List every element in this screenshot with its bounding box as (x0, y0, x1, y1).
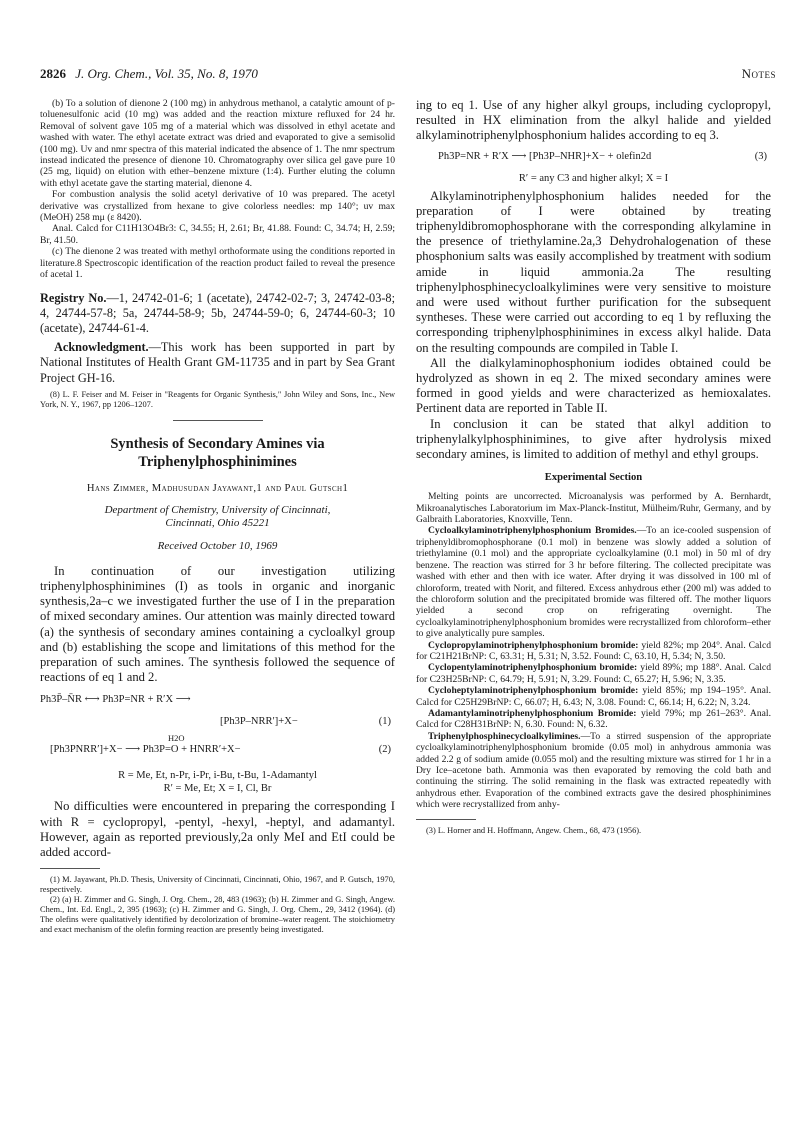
eq3-intro: ing to eq 1. Use of any higher alkyl groups, including cyclopropyl, resulted in HX elimination from the alkyl halide and yielded alkylaminotriphenylphosphonium halides according to eq 3. (416, 98, 771, 143)
procedure-c: (c) The dienone 2 was treated with methyl orthoformate using the conditions reported in literature.8 Spectroscopic identification of the reaction product failed to reveal the presence of acetal 1. (40, 246, 395, 281)
footnote-8: (8) L. F. Feiser and M. Feiser in "Reagents for Organic Synthesis," John Wiley and Sons, Inc., New York, N. Y., 1967, pp 1206–1207. (40, 389, 395, 409)
introduction: In continuation of our investigation utilizing triphenylphosphinimines (I) as tools in organic and inorganic synthesis,2a–c we investigated further the use of I in the preparation of mixed secondary amines. Our attention was mainly directed toward (a) the synthesis of secondary amines containing a cycloalkyl group and (b) establishing the scope and limitations of this method for the preparation of such amines. The synthesis followed the sequence of reactions of eq 1 and 2. (40, 563, 395, 685)
bromides-heading: Cycloalkylaminotriphenylphosphonium Bromides. (428, 525, 637, 537)
right-column (416, 98, 771, 836)
equation-1-line-1 (40, 693, 395, 711)
experimental-heading: Experimental Section (544, 472, 643, 484)
left-column (40, 98, 395, 935)
affiliation-line-1: Department of Chemistry, University of Cincinnati, (104, 503, 331, 516)
cyclopentyl-entry (416, 662, 771, 685)
bromides-text: —To an ice-cooled suspension of triphenyldibromophosphorane (0.1 mol) in benzene was slowly added a solution of triethylamine (0.1 mol) and the appropriate cycloalkylamine (0.1 mol) in 50 ml of dry benzene. The reaction was stirred for 3 hr before filtering. The collected precipitate was washed with ether and then with ice water. After drying it was dissolved in 100 ml of chloroform, treated with Norit, and filtered. Excess anhydrous ether (200 ml) was added to the chloroform solution and the precipitated bromide was filtered off. The mother liquors yielded a second crop on refrigerating overnight. The cycloalkylaminotriphenylphosphonium bromides were recrystallized from chloroform–ether to give analytically pure samples. (416, 525, 771, 640)
journal-page (40, 66, 776, 1126)
footnote-2: (2) (a) H. Zimmer and G. Singh, J. Org. Chem., 28, 483 (1963); (b) H. Zimmer and G. Singh, Angew. Chem., Int. Ed. Engl., 2, 395 (1963); (c) H. Zimmer and G. Singh, J. Org. Chem., 29, 3412 (1964). (d) The olefins were qualitatively identified by decolorization of bromine–water reagent. The stoichiometry and exact mechanism of the olefin forming reaction are presently being investigated. (40, 895, 395, 935)
eq2-reagent: H2O (168, 733, 185, 744)
journal-citation: J. Org. Chem., Vol. 35, No. 8, 1970 (75, 66, 258, 81)
page-header (40, 66, 776, 86)
cyclopentyl-heading: Cyclopentylaminotriphenylphosphonium bromide: (428, 662, 638, 674)
cycloheptyl-heading: Cycloheptylaminotriphenylphosphonium bromide: (428, 685, 639, 697)
cycloheptyl-text: yield 85%; mp 194–195°. Anal. Calcd for C25H29BrNP: C, 66.07; H, 6.43; N, 3.08. Found: C, 66.14; H, 6.22; N, 3.24. (416, 685, 771, 708)
footnote-rule (40, 868, 100, 869)
registry-label: Registry No. (40, 290, 107, 305)
registry-numbers (40, 291, 395, 337)
received-date: Received October 10, 1969 (157, 539, 278, 552)
title-line-2: Triphenylphosphinimines (138, 453, 297, 470)
bromides-procedure (416, 525, 771, 639)
section-label: Notes (741, 66, 776, 81)
cyclopentyl-text: yield 89%; mp 188°. Anal. Calcd for C23H25BrNP: C, 64.79; H, 5.91; N, 3.29. Found: C, 65.27; H, 5.96; N, 3.35. (416, 662, 771, 685)
title-line-1: Synthesis of Secondary Amines via (110, 435, 325, 452)
eq1-part-a: Ph3P̄–N̄R ⟷ Ph3P=NR + R′X ⟶ (40, 694, 191, 706)
cyclopropyl-text: yield 82%; mp 204°. Anal. Calcd for C21H21BrNP: C, 63.31; H, 5.31; N, 3.52. Found: C, 63.10, H, 5.34; N, 3.50. (416, 639, 772, 662)
affiliation-line-2: Cincinnati, Ohio 45221 (165, 516, 270, 529)
eq1-part-b: [Ph3P–NRR′]+X− (220, 716, 298, 728)
equation-2 (40, 733, 395, 765)
experimental-intro: Melting points are uncorrected. Microanalysis was performed by A. Bernhardt, Mikroanalytisches Laboratorium im Max-Planck-Institut, Mülheim/Ruhr, Germany, and by Galbraith Laboratories, Knoxville, Tenn. (416, 491, 771, 526)
difficulties-paragraph: No difficulties were encountered in preparing the corresponding I with R = cyclopropyl, -pentyl, -hexyl, -heptyl, and adamantyl. However, again as reported previously,2a only MeI and EtI could be added accord- (40, 799, 395, 859)
adamantyl-entry (416, 708, 771, 731)
acknowledgment (40, 340, 395, 386)
adamantyl-text: yield 79%; mp 261–263°. Anal. Calcd for C28H31BrNP: N, 6.30. Found: N, 6.32. (416, 707, 771, 731)
procedure-b: (b) To a solution of dienone 2 (100 mg) in anhydrous methanol, a catalytic amount of p-toluenesulfonic acid (10 mg) was added and the reaction mixture refluxed for 24 hr. Removal of solvent gave 105 mg of a material which was dissolved in ethyl acetate and washed with water. The ethyl acetate extract was dried and evaporated to give a semisolid (100 mg). Uv and nmr spectra of this material indicated the absence of 1. The nmr spectrum instead indicated the presence of dienone 10. Chromatography over silica gel gave pure 10 (25 mg, liquid) on elution with ether–benzene mixture (1:4). Further eluting the column with ethyl acetate gave the starting material, dienone 4. (40, 98, 395, 189)
phosphinimines-text: —To a stirred suspension of the appropriate cycloalkylaminotriphenylphosphonium bromide (0.05 mol) in anhydrous ammonia was added 2.2 g of sodium amide (0.055 mol) and the resulting mixture was stirred for 1 hr in a Dry Ice–acetone bath. Ammonia was then evaporated by removing the cold bath and continuing the stirring. The solid remaining in the flask was extracted repeatedly with anhydrous ether. Evaporation of the combined extracts gave the desired phosphinimines which were recrystallized from anhy- (416, 730, 771, 811)
eq1-number: (1) (378, 716, 391, 728)
eq2-text: [Ph3PNRR′]+X− ⟶ Ph3P=O + HNRR′+X− (50, 744, 241, 756)
footnote-3: (3) L. Horner and H. Hoffmann, Angew. Chem., 68, 473 (1956). (426, 825, 642, 835)
article-title (40, 435, 395, 471)
footnote-rule-right (416, 819, 476, 820)
anal-result: Anal. Calcd for C11H13O4Br3: C, 34.55; H, 2.61; Br, 41.88. Found: C, 34.74; H, 2.59; Br, 41.50. (40, 223, 395, 246)
adamantyl-heading: Adamantylaminotriphenylphosphonium Bromide: (428, 707, 637, 719)
eq2-number: (2) (378, 744, 391, 756)
page-number: 2826 (40, 66, 66, 81)
eq3-number: (3) (754, 150, 767, 162)
eq3-text: Ph3P=NR + R′X ⟶ [Ph3P–NHR]+X− + olefin2d (438, 150, 652, 162)
section-divider (173, 420, 263, 421)
eq-definition-1: R = Me, Et, n-Pr, i-Pr, i-Bu, t-Bu, 1-Adamantyl (118, 770, 317, 782)
cyclopropyl-heading: Cyclopropylaminotriphenylphosphonium bromide: (428, 639, 639, 651)
dialkyl-paragraph: All the dialkylaminophosphonium iodides obtained could be hydrolyzed as shown in eq 2. The mixed secondary amines were formed in good yields and were characterized as hemioxalates. Pertinent data are reported in Table II. (416, 355, 771, 416)
alkylamino-paragraph: Alkylaminotriphenylphosphonium halides needed for the preparation of I were obtained by treating triphenyldibromophosphorane with the corresponding alkylamine in the presence of triethylamine.2a,3 Dehydrohalogenation of these phosphonium salts was easily accomplished by treatment with sodium amide in liquid ammonia.2a The resulting triphenylphosphinecycloalkylimines were very sensitive to moisture and were used without further purification for the subsequent syntheses. These were carried out according to eq 1 by refluxing the corresponding triphenylphosphinimines in excess alkyl halide. Data on the resulting compounds are compiled in Table I. (416, 188, 771, 355)
conclusion-paragraph: In conclusion it can be stated that alkyl addition to triphenylalkylphosphinimines, to give after hydrolysis mixed secondary amines, is limited to addition of methyl and ethyl groups. (416, 416, 771, 462)
affiliation (40, 504, 395, 530)
phosphinimines-procedure (416, 731, 771, 811)
footnote-1: (1) M. Jayawant, Ph.D. Thesis, University of Cincinnati, Cincinnati, Ohio, 1967, and P. Gutsch, 1970, respectively. (40, 875, 395, 895)
eq-definition-2: R′ = Me, Et; X = I, Cl, Br (163, 783, 272, 795)
cyclopropyl-entry (416, 640, 771, 663)
ack-text: —This work has been supported in part by National Institutes of Health Grant GM-11735 and in part by Sea Grant Project GH-16. (40, 340, 395, 385)
equation-3 (416, 150, 771, 168)
eq3-definition: R′ = any C3 and higher alkyl; X = I (518, 172, 669, 184)
combustion-analysis: For combustion analysis the solid acetyl derivative of 10 was prepared. The acetyl derivative was crystallized from hexane to give colorless needles: mp 140°; uv max (MeOH) 258 mμ (ε 8420). (40, 189, 395, 224)
cycloheptyl-entry (416, 685, 771, 708)
ack-label: Acknowledgment. (54, 340, 149, 355)
equation-1-line-2 (40, 715, 395, 733)
authors: Hans Zimmer, Madhusudan Jayawant,1 and Paul Gutsch1 (86, 482, 349, 494)
phosphinimines-heading: Triphenylphosphinecycloalkylimines. (428, 730, 581, 742)
registry-text: —1, 24742-01-6; 1 (acetate), 24742-02-7; 3, 24742-03-8; 4, 24744-57-8; 5a, 24744-58-9; 5b, 24744-59-0; 6, 24744-60-3; 10 (acetate), 24744-61-4. (40, 290, 395, 335)
